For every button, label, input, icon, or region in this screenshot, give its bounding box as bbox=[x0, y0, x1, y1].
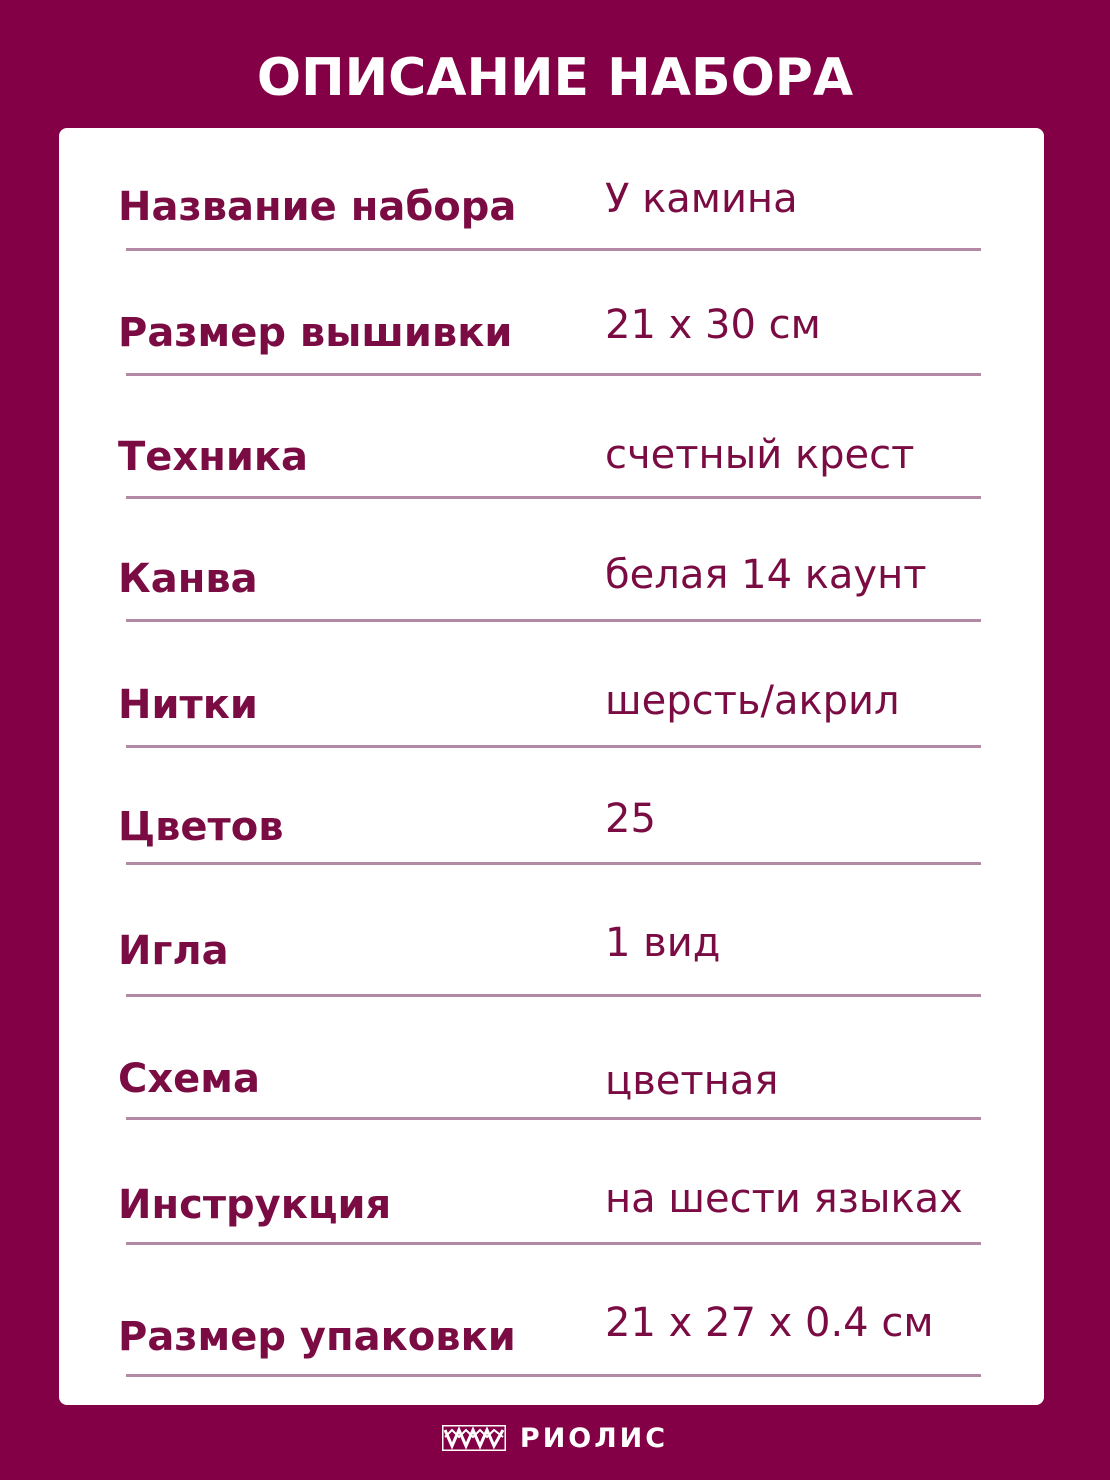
divider bbox=[126, 1374, 981, 1377]
brand-name: РИОЛИС bbox=[519, 1422, 669, 1454]
footer-brand bbox=[0, 1416, 1110, 1460]
divider bbox=[126, 248, 981, 251]
divider bbox=[126, 862, 981, 865]
row-value: белая 14 каунт bbox=[605, 552, 927, 598]
row-value: У камина bbox=[605, 176, 798, 222]
row-label: Размер вышивки bbox=[118, 310, 513, 356]
row-label: Инструкция bbox=[118, 1182, 392, 1228]
row-label: Техника bbox=[118, 434, 309, 480]
row-value: 21 х 30 см bbox=[605, 302, 821, 348]
row-label: Размер упаковки bbox=[118, 1314, 516, 1360]
divider bbox=[126, 1117, 981, 1120]
row-value: счетный крест bbox=[605, 432, 915, 478]
row-label: Название набора bbox=[118, 184, 517, 230]
row-label: Схема bbox=[118, 1056, 260, 1102]
row-label: Игла bbox=[118, 928, 229, 974]
row-label: Канва bbox=[118, 556, 258, 602]
divider bbox=[126, 1242, 981, 1245]
row-value: 25 bbox=[605, 796, 656, 842]
divider bbox=[126, 619, 981, 622]
row-value: шерсть/акрил bbox=[605, 678, 900, 724]
row-value: на шести языках bbox=[605, 1176, 963, 1222]
divider bbox=[126, 745, 981, 748]
divider bbox=[126, 994, 981, 997]
row-value: цветная bbox=[605, 1058, 779, 1104]
page-title: ОПИСАНИЕ НАБОРА bbox=[256, 48, 854, 108]
description-card bbox=[59, 128, 1044, 1405]
divider bbox=[126, 496, 981, 499]
divider bbox=[126, 373, 981, 376]
row-value: 1 вид bbox=[605, 920, 721, 966]
row-label: Цветов bbox=[118, 804, 284, 850]
row-value: 21 х 27 х 0.4 см bbox=[605, 1300, 934, 1346]
row-label: Нитки bbox=[118, 682, 258, 728]
riolis-logo-icon bbox=[442, 1425, 506, 1451]
